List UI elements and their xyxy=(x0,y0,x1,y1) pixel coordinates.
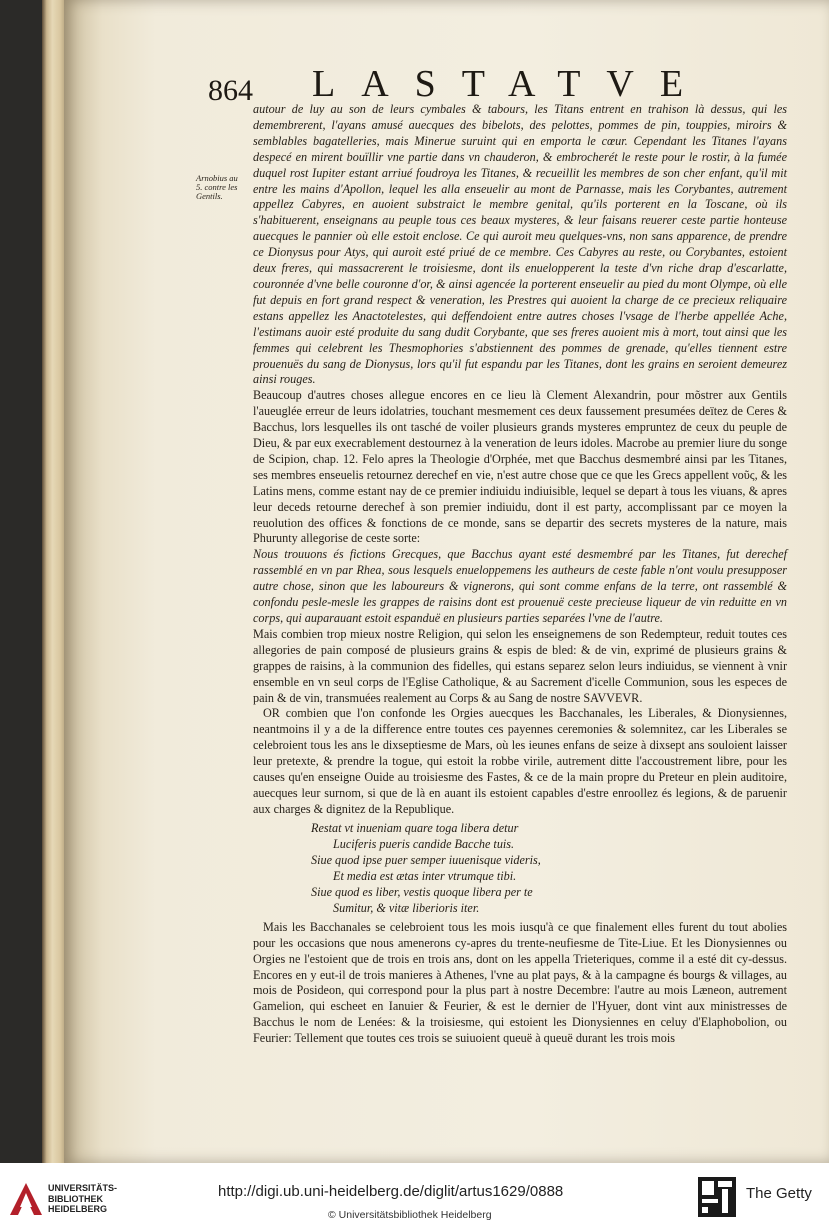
paragraph-2: OR combien que l'on confonde les Orgies auecques les Bacchanales, les Liberales, & Dionysiennes, neantmoins il y a de la difference entre toutes ces payennes ceremonies & solemnitez, car les Liberales se celebroient tous les ans le dixseptiesme de Mars, où les ieunes enfans de seize à dixsept ans souloient laisser leur pretexte, & prendre la togue, qui estoit la robbe virile, autrement ditte l'accoustrement libre, pour les causes qu'en enseigne Ouide au troisiesme des Fastes, & ce de la main propre du Preteur en plein auditoire, auecques leur surnom, si que de là en auant ils estoient capables d'estre enroollez és legions, & de paruenir aux charges & dignitez de la Republique. xyxy=(253,706,787,816)
getty-logo-icon xyxy=(698,1177,736,1217)
verse-line: Luciferis pueris candide Bacche tuis. xyxy=(333,836,515,851)
partner-name: The Getty xyxy=(746,1185,812,1202)
paragraph-1b: Beaucoup d'autres choses allegue encores en ce lieu là Clement Alexandrin, pour mõstrer aux Gentils l'aueuglée erreur de leurs idolatries, touchant mesmement ces deux faussement presumées deïtez de Ceres & Bacchus, lors lesquelles ils ont tasché de voiler plusieurs grands mysteres empruntez de ceux du peuple de Dieu, & par eux execrablement destournez à la veneration de leurs idoles. Macrobe au premier liure du songe de Scipion, chap. 12. Felo apres la Theologie d'Orphée, met que Bacchus desmembré ainsi par les Titanes, ses membres enseuelis retournez derechef en vie, n'est autre chose que ce que les Grecs appellent νοῦς, & les Latins mens, comme estant nay de ce premier indiuidu indiuisible, lequel se depart à tous les viuans, & apres leur deceds retourne derechef à son premier indiuidu, dont il est party, accomplissant par ce moyen la reuolution des offices & fonctions de ce monde, sans se departir des secrets mysteres de la nature, mais Phurunty allegorise de ceste sorte: xyxy=(253,388,787,546)
paragraph-italic-1: autour de luy au son de leurs cymbales & tabours, les Titans entrent en trahison là dessus, qui les demembrerent, l'ayans amusé auecques des bibelots, des pelottes, pommes de pin, touppies, miroirs & semblables bagatelleries, mais Minerue suruint qui en emporta le cœur. Cependant les Titanes l'ayans despecé en mirent bouïllir vne partie dans vn chauderon, & embrocherét le reste pour le rostir, à la fumée duquel rost Iupiter estant arriué foudroya les Titanes, & recueillit les membres de son cher enfant, qu'il mit entre les mains d'Apollon, lequel les alla enseuelir au mont de Parnasse, mais les Corybantes, autrement appellez Cabyres, en auoient substraict le membre genital, qu'ils porterent en la Toscane, où ils s'habituerent, enseignans au peuple tous ces beaux mysteres, & leur faisans reuerer ceste partie honteuse auecques le pannier où elle estoit enclose. Ce qui auroit meu quelques-vns, non sans apparence, de prendre ce Dionysus pour Atys, qui auroit esté priué de ce membre. Ces Cabyres au reste, ou Corybantes, estoient deux freres, qui massacrerent le troisiesme, dont ils enuelopperent la teste d'vn riche drap d'escarlatte, couronnée d'vne belle couronne d'or, & ainsi agencée la porterent enseuelir au pied du mont Olympe, où elle fut depuis en fort grand respect & veneration, les Prestres qui auoient la charge de ce precieux reliquaire estans appellez les Anactotelestes, qui deffendoient entre autres choses l'vsage de l'herbe appellée Ache, l'estimans auoir esté produite du sang dudit Corybante, que ses freres auoient mis à mort, tout ainsi que les femmes qui celebrent les Thesmophories s'abstiennent des pommes de grenade, qu'elles tiennent estre prouenuës du sang de Dionysus, lors qu'il fut espandu par les Titanes, dont les grains en seroient demeurez ainsi rouges. xyxy=(253,102,787,387)
permalink-url[interactable]: http://digi.ub.uni-heidelberg.de/diglit/artus1629/0888 xyxy=(218,1183,564,1200)
verse-line: Et media est ætas inter vtrumque tibi. xyxy=(333,868,517,883)
copyright-notice: © Universitätsbibliothek Heidelberg xyxy=(328,1209,492,1221)
verse-line: Siue quod ipse puer semper iuuenisque videris, xyxy=(311,852,541,867)
footer-bar xyxy=(0,1163,829,1229)
verse-line: Siue quod es liber, vestis quoque libera per te xyxy=(311,884,533,899)
page-title: LASTATVE xyxy=(312,63,710,105)
marginal-note: Arnobius au 5. contre les Gentils. xyxy=(196,173,238,201)
paragraph-italic-1c: Nous trouuons és fictions Grecques, que Bacchus ayant esté desmembré par les Titanes, fut derechef rassemblé en vn par Rhea, sous lesquels enueloppemens les autheurs de ceste fable n'ont voulu presupposer autre chose, sinon que les laboureurs & vignerons, qui sont comme enfans de la terre, ont rassemblé & confondu pesle-mesle les grappes de raisins dont est prouenuë ceste precieuse liqueur de vin reduitte en vn corps, qui auparauant estoit espanduë en plusieurs parties separées l'vne de l'autre. xyxy=(253,547,787,625)
library-name: UNIVERSITÄTS- BIBLIOTHEK HEIDELBERG xyxy=(48,1183,118,1214)
verse-line: Sumitur, & vitæ liberioris iter. xyxy=(333,900,480,915)
paragraph-3: Mais les Bacchanales se celebroient tous les mois iusqu'à ce que finalement elles furent du tout abolies pour les occasions que nous amenerons cy-apres du trente-neufiesme de Tite-Liue. Et les Dionysiennes ou Orgies ne l'estoient que de trois en trois ans, dont on les appella Trieteriques, comme il a esté dit cy-dessus. Encores en y eut-il de trois manieres à Athenes, l'vne au plat pays, & à la campagne és bourgs & villages, au mois de Posideon, qui correspond pour la plus part à nostre Decembre: l'autre au mois Læneon, autrement Gamelion, qui escheet en Ianuier & Feurier, & est le dernier de l'Hyuer, dont vint aux ministresses de Bacchus le nom de Lenées: & la troisiesme, qui estoient les Dionysiennes en celuy d'Elaphobolion, ou Feurier: Tellement que toutes ces trois se suiuoient queuë à queuë durant les trois mois xyxy=(253,919,787,1046)
text-block xyxy=(253,102,787,1047)
paragraph-1d: Mais combien trop mieux nostre Religion, qui selon les enseignemens de son Redempteur, reduit toutes ces allegories de pain composé de plusieurs grains & espis de bled: & de vin, exprimé de plusieurs grains & grappes de raisins, à la communion des fidelles, qui estans separez selon leurs indiuidus, se viennent à vnir ensemble en vn seul corps de l'Eglise Catholique, & au Sacrement d'icelle Communion, sous les especes de pain & de vin, transmuées realement au Corps & au Sang de nostre SAVVEVR. xyxy=(253,626,787,705)
page-number: 864 xyxy=(208,74,253,107)
verse-line: Restat vt inueniam quare toga libera detur xyxy=(311,820,519,835)
verse-block xyxy=(253,820,787,916)
university-library-logo-icon xyxy=(8,1181,44,1217)
